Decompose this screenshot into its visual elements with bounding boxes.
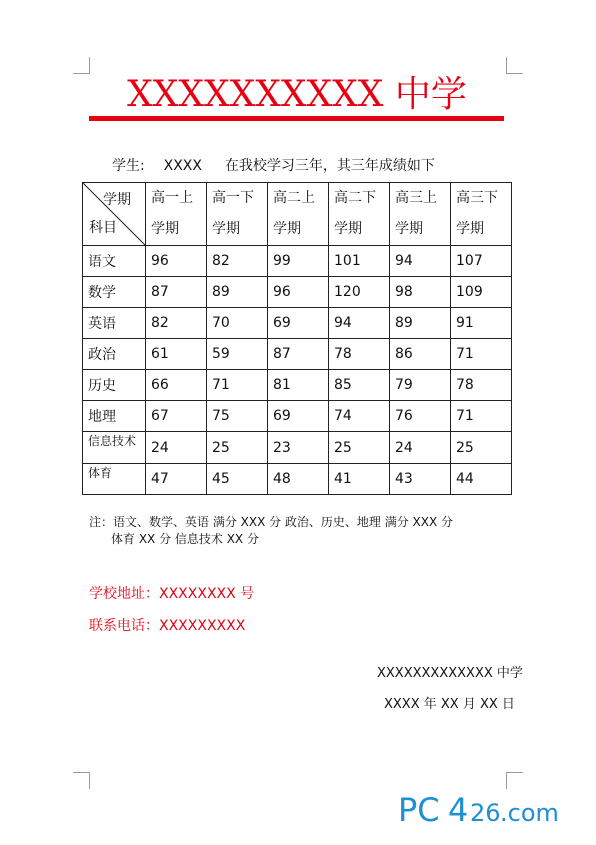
school-title[interactable]: XXXXXXXXXX 中学 bbox=[127, 74, 467, 115]
score-cell[interactable]: 120 bbox=[329, 277, 390, 308]
school-address[interactable]: 学校地址：XXXXXXXX 号 bbox=[89, 586, 255, 602]
term-suffix: 学期 bbox=[273, 221, 301, 237]
score-cell[interactable]: 99 bbox=[268, 246, 329, 277]
term-suffix: 学期 bbox=[334, 221, 362, 237]
score-cell[interactable]: 94 bbox=[390, 246, 451, 277]
score-cell[interactable]: 25 bbox=[207, 432, 268, 464]
score-cell[interactable]: 98 bbox=[390, 277, 451, 308]
score-cell[interactable]: 25 bbox=[329, 432, 390, 464]
crop-mark-top-left bbox=[73, 57, 90, 74]
score-cell[interactable]: 24 bbox=[390, 432, 451, 464]
watermark-pc: PC bbox=[398, 791, 440, 828]
term-name: 高二上 bbox=[273, 190, 315, 206]
title-underline bbox=[89, 116, 504, 121]
score-cell[interactable]: 91 bbox=[451, 308, 512, 339]
subject-cell[interactable]: 体育 bbox=[83, 464, 146, 495]
score-cell[interactable]: 45 bbox=[207, 464, 268, 495]
student-label: 学生: bbox=[112, 158, 145, 174]
score-cell[interactable]: 71 bbox=[207, 370, 268, 401]
corner-subject-label: 科目 bbox=[89, 220, 117, 236]
table-row bbox=[83, 339, 512, 370]
score-cell[interactable]: 96 bbox=[268, 277, 329, 308]
score-cell[interactable]: 23 bbox=[268, 432, 329, 464]
contact-phone[interactable]: 联系电话：XXXXXXXXX bbox=[89, 618, 246, 634]
table-row bbox=[83, 432, 512, 464]
table-row bbox=[83, 246, 512, 277]
score-cell[interactable]: 82 bbox=[207, 246, 268, 277]
header-row bbox=[83, 183, 512, 246]
score-cell[interactable]: 85 bbox=[329, 370, 390, 401]
watermark-twentysix: 26 bbox=[470, 799, 501, 827]
score-cell[interactable]: 82 bbox=[146, 308, 207, 339]
student-name: XXXX bbox=[163, 158, 202, 174]
score-cell[interactable]: 74 bbox=[329, 401, 390, 432]
watermark-four: 4 bbox=[448, 791, 469, 828]
subject-cell[interactable]: 地理 bbox=[83, 401, 146, 432]
table-row bbox=[83, 370, 512, 401]
score-cell[interactable]: 47 bbox=[146, 464, 207, 495]
crop-mark-bottom-left bbox=[73, 772, 90, 789]
term-suffix: 学期 bbox=[395, 221, 423, 237]
score-cell[interactable]: 78 bbox=[329, 339, 390, 370]
score-cell[interactable]: 79 bbox=[390, 370, 451, 401]
watermark-dotcom: .com bbox=[500, 799, 559, 827]
score-cell[interactable]: 87 bbox=[268, 339, 329, 370]
corner-cell[interactable] bbox=[83, 183, 146, 246]
score-cell[interactable]: 86 bbox=[390, 339, 451, 370]
table-row bbox=[83, 308, 512, 339]
score-cell[interactable]: 101 bbox=[329, 246, 390, 277]
term-name: 高二下 bbox=[334, 190, 376, 206]
table-row bbox=[83, 464, 512, 495]
score-cell[interactable]: 96 bbox=[146, 246, 207, 277]
corner-term-label: 学期 bbox=[103, 192, 131, 208]
score-cell[interactable]: 69 bbox=[268, 401, 329, 432]
grades-table[interactable] bbox=[82, 182, 512, 495]
subject-cell[interactable]: 信息技术 bbox=[83, 432, 146, 464]
score-cell[interactable]: 67 bbox=[146, 401, 207, 432]
score-cell[interactable]: 69 bbox=[268, 308, 329, 339]
score-cell[interactable]: 43 bbox=[390, 464, 451, 495]
term-name: 高三下 bbox=[456, 190, 498, 206]
term-header-cell[interactable] bbox=[329, 183, 390, 246]
note-line-1[interactable]: 注：语文、数学、英语 满分 XXX 分 政治、历史、地理 满分 XXX 分 bbox=[89, 515, 454, 529]
score-cell[interactable]: 61 bbox=[146, 339, 207, 370]
signature-school[interactable]: XXXXXXXXXXXXX 中学 bbox=[377, 666, 523, 681]
table-row bbox=[83, 401, 512, 432]
score-cell[interactable]: 70 bbox=[207, 308, 268, 339]
term-header-cell[interactable] bbox=[268, 183, 329, 246]
score-cell[interactable]: 44 bbox=[451, 464, 512, 495]
score-cell[interactable]: 76 bbox=[390, 401, 451, 432]
subject-cell[interactable]: 政治 bbox=[83, 339, 146, 370]
term-header-cell[interactable] bbox=[451, 183, 512, 246]
intro-line[interactable] bbox=[112, 156, 435, 176]
term-header-cell[interactable] bbox=[146, 183, 207, 246]
subject-cell[interactable]: 英语 bbox=[83, 308, 146, 339]
score-cell[interactable]: 81 bbox=[268, 370, 329, 401]
score-cell[interactable]: 66 bbox=[146, 370, 207, 401]
score-cell[interactable]: 78 bbox=[451, 370, 512, 401]
term-suffix: 学期 bbox=[456, 221, 484, 237]
term-header-cell[interactable] bbox=[390, 183, 451, 246]
term-header-cell[interactable] bbox=[207, 183, 268, 246]
score-cell[interactable]: 25 bbox=[451, 432, 512, 464]
score-cell[interactable]: 48 bbox=[268, 464, 329, 495]
score-cell[interactable]: 41 bbox=[329, 464, 390, 495]
crop-mark-top-right bbox=[506, 57, 523, 74]
pc426-watermark-logo bbox=[398, 788, 578, 828]
score-cell[interactable]: 109 bbox=[451, 277, 512, 308]
signature-date[interactable]: XXXX 年 XX 月 XX 日 bbox=[384, 697, 515, 712]
score-cell[interactable]: 107 bbox=[451, 246, 512, 277]
score-cell[interactable]: 87 bbox=[146, 277, 207, 308]
score-cell[interactable]: 59 bbox=[207, 339, 268, 370]
score-cell[interactable]: 71 bbox=[451, 339, 512, 370]
intro-statement: 在我校学习三年，其三年成绩如下 bbox=[224, 158, 435, 174]
subject-cell[interactable]: 数学 bbox=[83, 277, 146, 308]
score-cell[interactable]: 75 bbox=[207, 401, 268, 432]
term-name: 高三上 bbox=[395, 190, 437, 206]
score-cell[interactable]: 24 bbox=[146, 432, 207, 464]
subject-cell[interactable]: 历史 bbox=[83, 370, 146, 401]
crop-mark-bottom-right bbox=[506, 772, 523, 789]
term-suffix: 学期 bbox=[151, 221, 179, 237]
score-cell[interactable]: 89 bbox=[207, 277, 268, 308]
term-suffix: 学期 bbox=[212, 221, 240, 237]
subject-cell[interactable]: 语文 bbox=[83, 246, 146, 277]
note-line-2[interactable]: 体育 XX 分 信息技术 XX 分 bbox=[111, 532, 259, 546]
score-cell[interactable]: 94 bbox=[329, 308, 390, 339]
term-name: 高一下 bbox=[212, 190, 254, 206]
term-name: 高一上 bbox=[151, 190, 193, 206]
score-cell[interactable]: 89 bbox=[390, 308, 451, 339]
score-cell[interactable]: 71 bbox=[451, 401, 512, 432]
table-row bbox=[83, 277, 512, 308]
